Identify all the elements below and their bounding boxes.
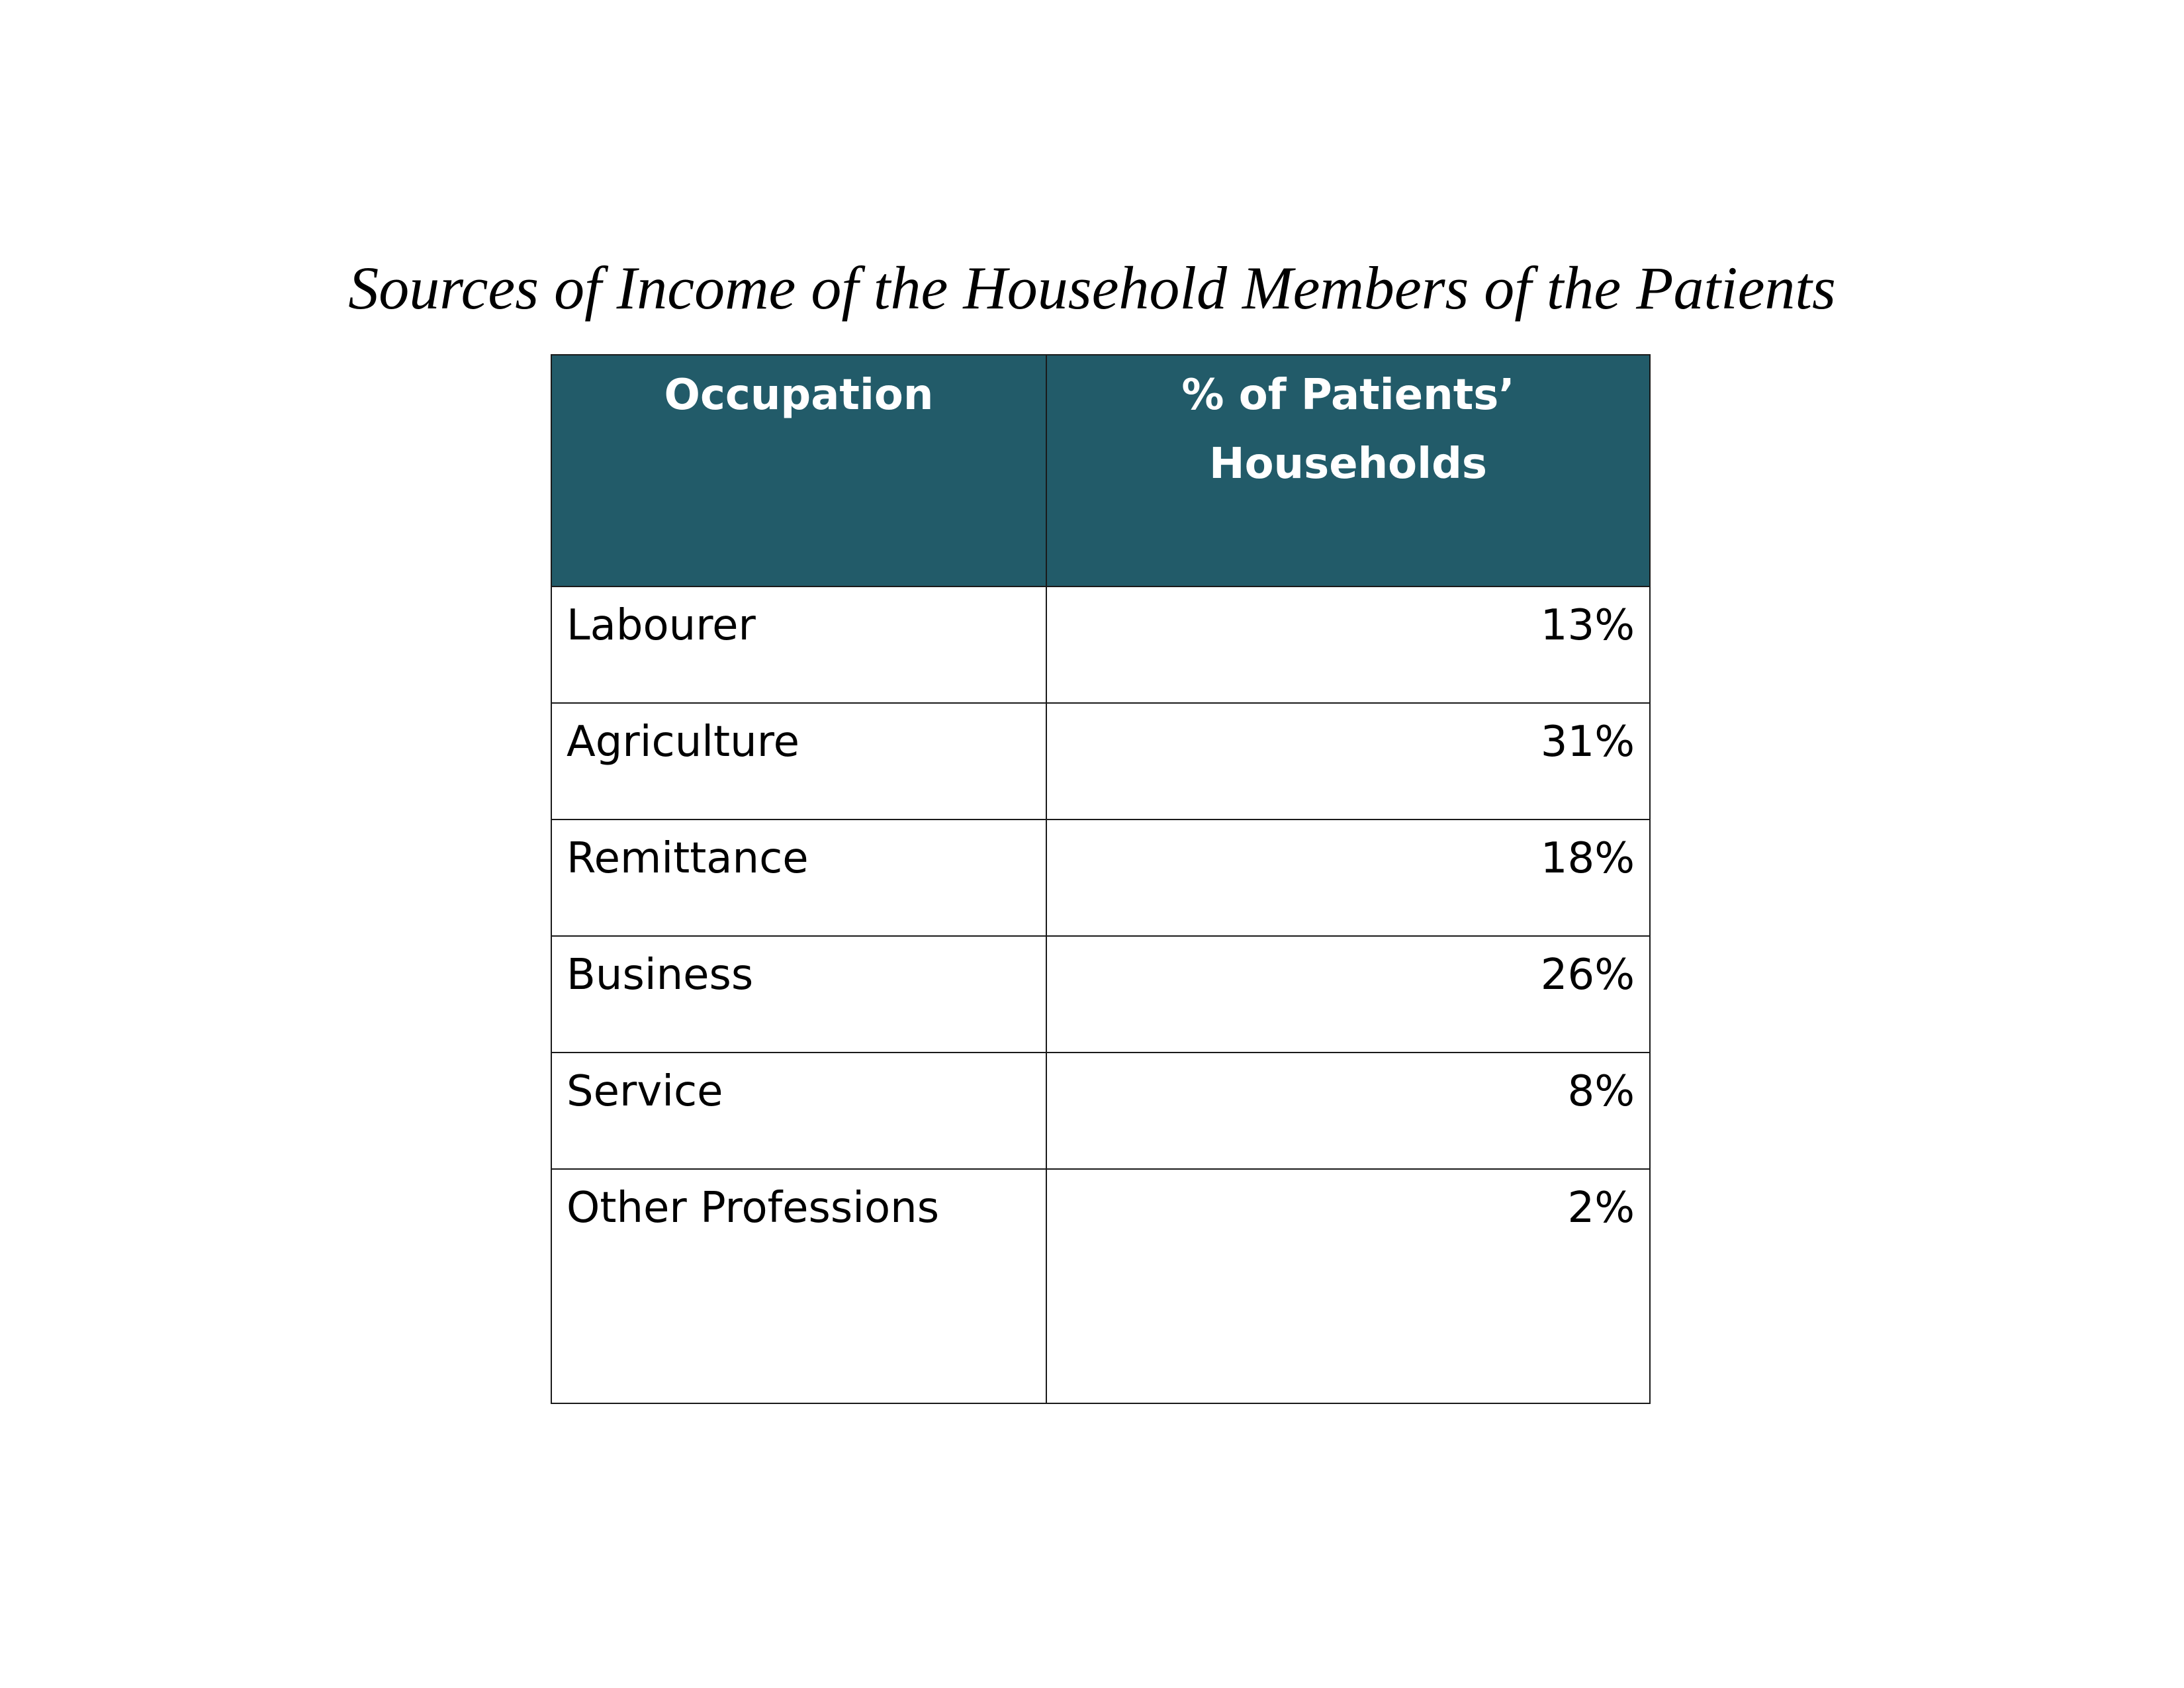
header-occupation: Occupation <box>551 355 1046 586</box>
percent-cell: 2% <box>1046 1169 1650 1403</box>
occupation-cell: Service <box>551 1053 1046 1169</box>
income-sources-table <box>551 354 1651 1404</box>
table-row <box>551 1053 1650 1169</box>
percent-cell: 26% <box>1046 936 1650 1053</box>
table-row <box>551 820 1650 936</box>
header-percent-households: % of Patients’ Households <box>1046 355 1650 586</box>
occupation-cell: Remittance <box>551 820 1046 936</box>
table-title: Sources of Income of the Household Members of the Patients <box>348 254 1836 322</box>
table-row <box>551 586 1650 703</box>
table-header-row <box>551 355 1650 586</box>
percent-cell: 31% <box>1046 703 1650 820</box>
table-row <box>551 703 1650 820</box>
occupation-cell: Business <box>551 936 1046 1053</box>
percent-cell: 13% <box>1046 586 1650 703</box>
table-row <box>551 1169 1650 1403</box>
percent-cell: 8% <box>1046 1053 1650 1169</box>
occupation-cell: Agriculture <box>551 703 1046 820</box>
percent-cell: 18% <box>1046 820 1650 936</box>
occupation-cell: Labourer <box>551 586 1046 703</box>
occupation-cell: Other Professions <box>551 1169 1046 1403</box>
table-row <box>551 936 1650 1053</box>
